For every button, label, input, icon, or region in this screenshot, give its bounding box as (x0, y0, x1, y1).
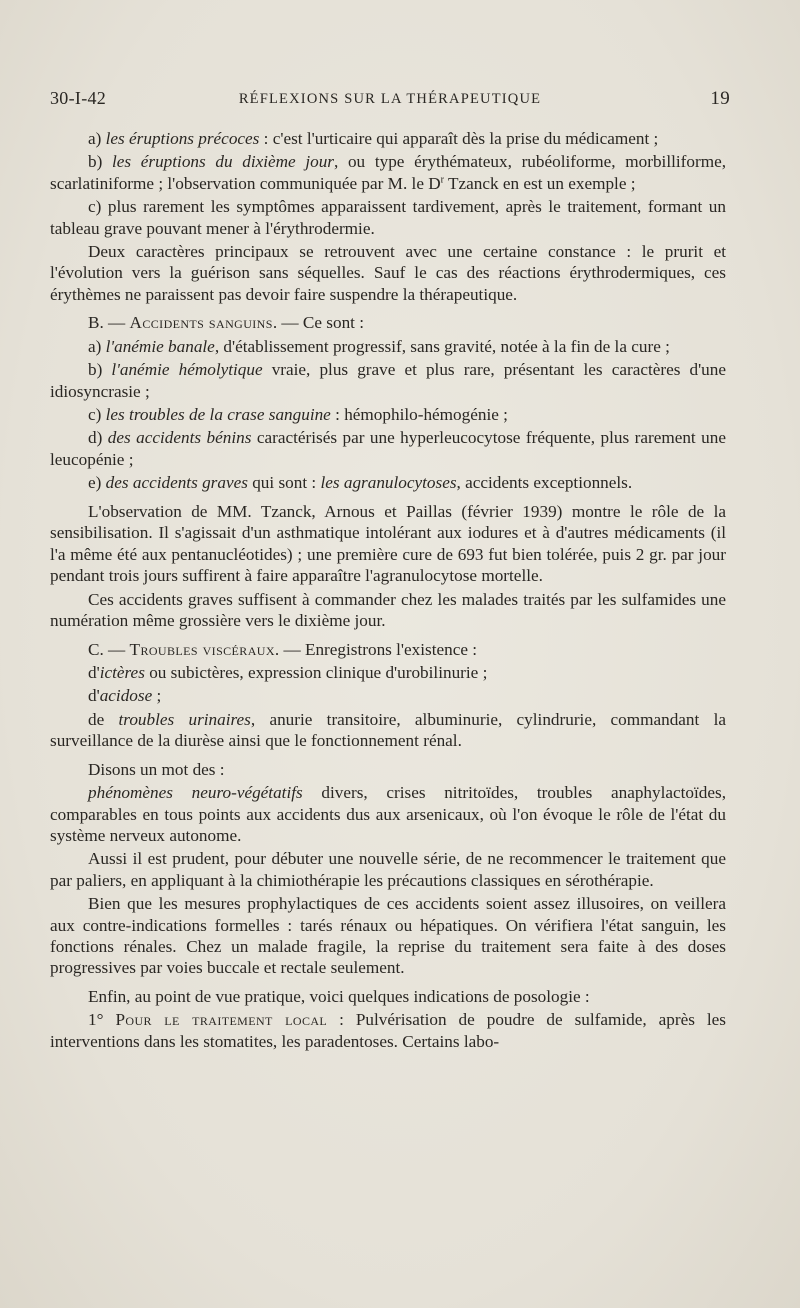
section-heading-accidents-sanguins: B. — Accidents sanguins. — Ce sont : (88, 313, 365, 333)
running-title: RÉFLEXIONS SUR LA THÉRAPEUTIQUE (238, 91, 542, 107)
body-text (50, 128, 726, 1054)
paragraph-caracteres-principaux: Deux caractères principaux se retrouvent avec une certaine constance : le prurit et l'évolution vers la guérison sans séquelles. Sauf le cas des réactions érythrodermiques, ces érythèmes ne paraissent pas devoir faire suspendre la thérapeutique. (50, 242, 726, 304)
paragraph-mesures-prophylactiques: Bien que les mesures prophylactiques de ces accidents soient assez illusoires, on veillera aux contre-indications formelles : tarés rénaux ou hépatiques. On vérifiera l'état sanguin, les fonctions rénales. Chez un malade fragile, la reprise du traitement sera faite à des doses progressives par voies buccale et rectale seulement. (50, 894, 726, 978)
paragraph-acidose: d'acidose ; (88, 686, 162, 706)
paragraph-posologie: Enfin, au point de vue pratique, voici quelques indications de posologie : (88, 986, 590, 1006)
paragraph-icteres: d'ictères ou subictères, expression clinique d'urobilinurie ; (88, 662, 488, 682)
header-date: 30-I-42 (50, 88, 107, 108)
paragraph-symptomes-tardifs: c) plus rarement les symptômes apparaissent tardivement, après le traitement, formant un tableau grave pouvant mener à l'érythrodermie. (50, 197, 726, 238)
paragraph-troubles-urinaires: de troubles urinaires, anurie transitoire, albuminurie, cylindrurie, commandant la surveillance de la diurèse ainsi que le fonctionnement rénal. (50, 709, 726, 751)
paragraph-prudence: Aussi il est prudent, pour débuter une nouvelle série, de ne recommencer le traitement que par paliers, en appliquant à la chimiothérapie les précautions classiques en sérothérapie. (50, 849, 726, 890)
paragraph-traitement-local: 1° Pour le traitement local : Pulvérisation de poudre de sulfamide, après les interventions dans les stomatites, les paradentoses. Certains labo- (50, 1010, 726, 1051)
paragraph-crase-sanguine: c) les troubles de la crase sanguine : hémophilo-hémogénie ; (88, 405, 508, 425)
paragraph-numeration: Ces accidents graves suffisent à commander chez les malades traités par les sulfamides une numération même grossière vers le dixième jour. (50, 589, 726, 630)
paragraph-observation-tzanck: L'observation de MM. Tzanck, Arnous et Paillas (février 1939) montre le rôle de la sensibilisation. Il s'agissait d'un asthmatique intolérant aux iodures et à d'autres médicaments (il l'a même été aux pentanucléotides) ; une première cure de 693 fut bien tolérée, puis 2 gr. par jour pendant trois jours suffirent à faire apparaître l'agranulocytose mortelle. (50, 501, 726, 586)
paragraph-anemie-hemolytique: b) l'anémie hémolytique vraie, plus grave et plus rare, présentant les caractères d'une idiosyncrasie ; (50, 360, 726, 401)
paragraph-accidents-graves: e) des accidents graves qui sont : les agranulocytoses, accidents exceptionnels. (88, 473, 633, 493)
page-number: 19 (710, 88, 730, 109)
running-head (50, 88, 730, 114)
paragraph-phenomenes-neuro-vegetatifs: phénomènes neuro-végétatifs divers, crises nitritoïdes, troubles anaphylactoïdes, comparables en tous points aux accidents dus aux arsenicaux, où l'on évoque le rôle de l'état du système nerveux autonome. (50, 783, 726, 845)
paragraph-eruptions-dixieme-jour: b) les éruptions du dixième jour, ou type érythémateux, rubéoliforme, morbilliforme, scarlatiniforme ; l'observation communiquée par M. le $D^r$ Tzanck en est un exemple ; (50, 152, 726, 193)
paragraph-eruptions-precoces: a) les éruptions précoces : c'est l'urticaire qui apparaît dès la prise du médicament ; (88, 129, 659, 148)
paragraph-anemie-banale: a) l'anémie banale, d'établissement progressif, sans gravité, notée à la fin de la cure ; (88, 336, 670, 356)
paragraph-disons-un-mot: Disons un mot des : (88, 759, 225, 779)
paragraph-accidents-benins: d) des accidents bénins caractérisés par une hyperleucocytose fréquente, plus rarement une leucopénie ; (50, 428, 726, 469)
section-heading-troubles-visceraux: C. — Troubles viscéraux. — Enregistrons l'existence : (88, 639, 478, 659)
